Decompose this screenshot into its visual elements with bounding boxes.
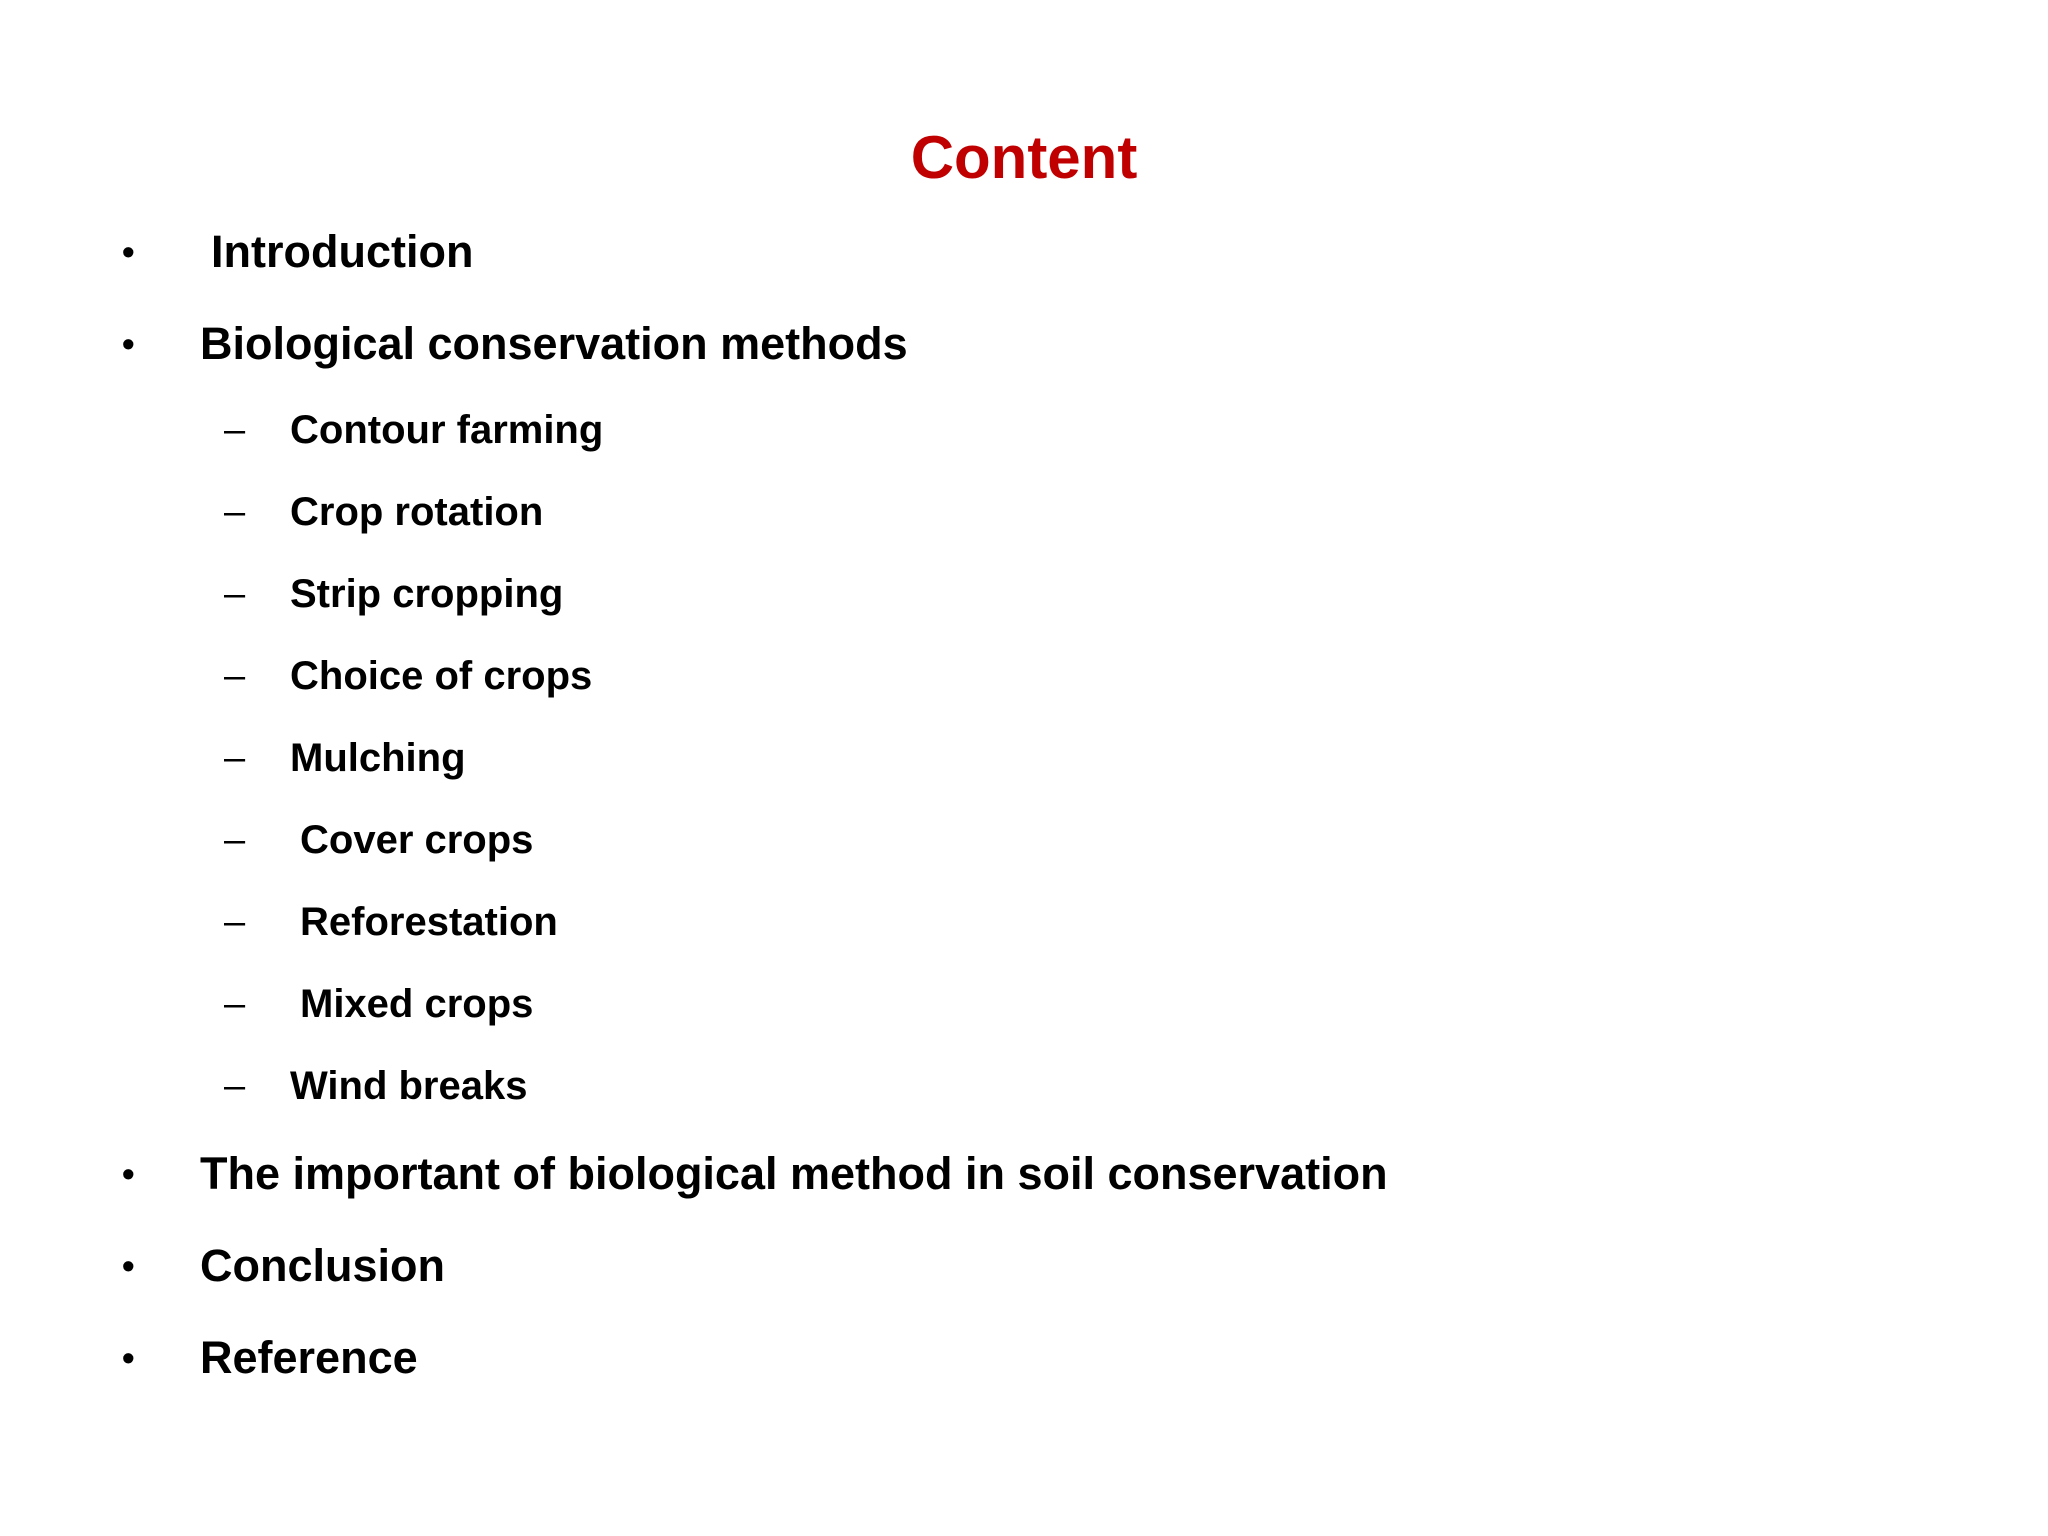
sub-item-label: Contour farming	[290, 408, 604, 452]
list-item-label: Biological conservation methods	[200, 318, 908, 369]
dash-icon: –	[224, 983, 246, 1025]
bullet-icon: •	[122, 1153, 135, 1194]
sub-item-label: Cover crops	[300, 818, 534, 862]
bullet-icon: •	[122, 231, 135, 272]
sub-item-label: Choice of crops	[290, 654, 593, 698]
sub-item-label: Mulching	[290, 736, 466, 780]
list-item-label: Conclusion	[200, 1240, 445, 1291]
list-item-label: Reference	[200, 1332, 418, 1383]
dash-icon: –	[224, 819, 246, 861]
sub-item-label: Wind breaks	[290, 1064, 528, 1108]
sub-item-label: Crop rotation	[290, 490, 544, 534]
bullet-icon: •	[122, 323, 135, 364]
dash-icon: –	[224, 737, 246, 779]
bullet-icon: •	[122, 1337, 135, 1378]
dash-icon: –	[224, 1065, 246, 1107]
sub-item-label: Mixed crops	[300, 982, 534, 1026]
list-item-label: The important of biological method in soil conservation	[200, 1148, 1388, 1199]
dash-icon: –	[224, 655, 246, 697]
list-item-label: Introduction	[211, 226, 474, 277]
dash-icon: –	[224, 573, 246, 615]
sub-item-label: Reforestation	[300, 900, 558, 944]
bullet-icon: •	[122, 1245, 135, 1286]
dash-icon: –	[224, 409, 246, 451]
dash-icon: –	[224, 491, 246, 533]
sub-item-label: Strip cropping	[290, 572, 564, 616]
slide-title: Content	[910, 124, 1138, 191]
dash-icon: –	[224, 901, 246, 943]
